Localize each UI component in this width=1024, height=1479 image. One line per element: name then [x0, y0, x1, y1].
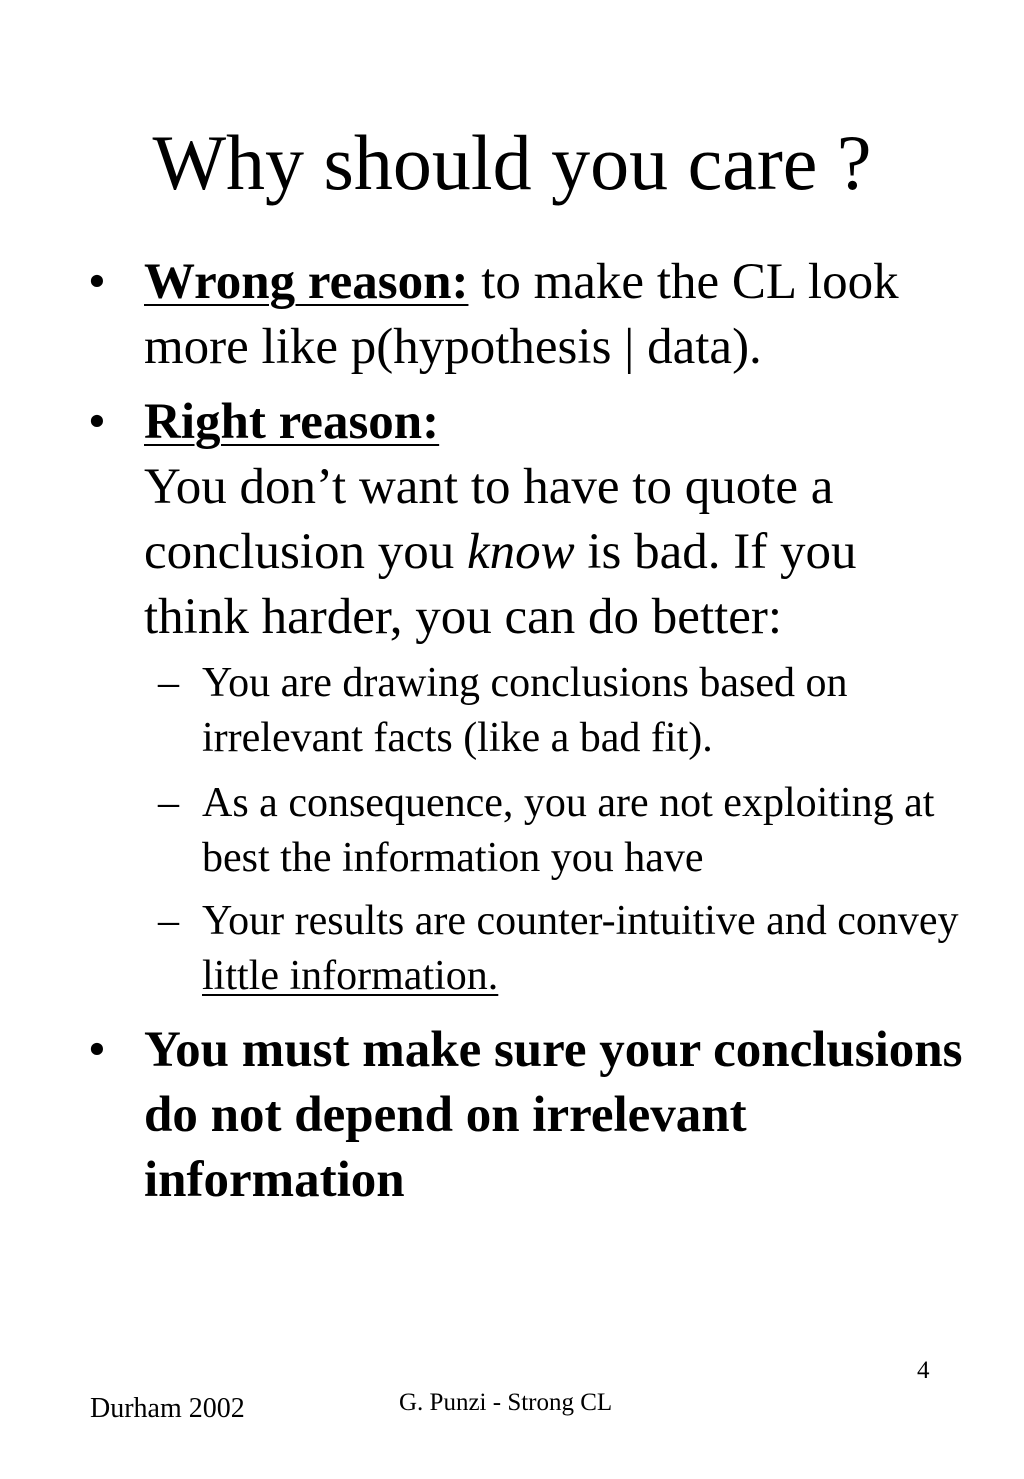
bullet-marker: •: [88, 1022, 106, 1078]
sub-point-underlined: little information.: [202, 953, 499, 999]
bullet-body-continued: is bad. If you think harder, you can do better:: [144, 524, 857, 645]
bullet-text: [144, 390, 964, 650]
bullet-text: [144, 250, 964, 380]
sub-point-body: Your results are counter-intuitive and convey: [202, 898, 959, 944]
sub-point-text: As a consequence, you are not exploiting at best the information you have: [202, 780, 935, 881]
bullet-marker: •: [88, 254, 106, 310]
page-number: 4: [917, 1357, 930, 1384]
sub-point-marker: –: [158, 780, 179, 826]
bullet-body: to make the CL look more like p(hypothesis | data).: [144, 254, 899, 375]
bullet-body: You don’t want to have to quote a conclusion you: [144, 459, 834, 580]
sub-point-text: You are drawing conclusions based on irrelevant facts (like a bad fit).: [202, 660, 848, 761]
bullet-emphasis: know: [466, 524, 575, 580]
bullet-lead: Right reason:: [144, 394, 440, 450]
sub-point-text: [202, 894, 972, 1004]
bullet-text: You must make sure your conclusions do not depend on irrelevant information: [144, 1022, 963, 1208]
slide-title: Why should you care ?: [152, 119, 872, 206]
sub-point-marker: –: [158, 660, 179, 706]
footer-event: Durham 2002: [90, 1393, 245, 1424]
bullet-lead: Wrong reason:: [144, 254, 469, 310]
bullet-marker: •: [88, 394, 106, 450]
footer-author: G. Punzi - Strong CL: [399, 1389, 613, 1416]
sub-point-marker: –: [158, 898, 179, 944]
